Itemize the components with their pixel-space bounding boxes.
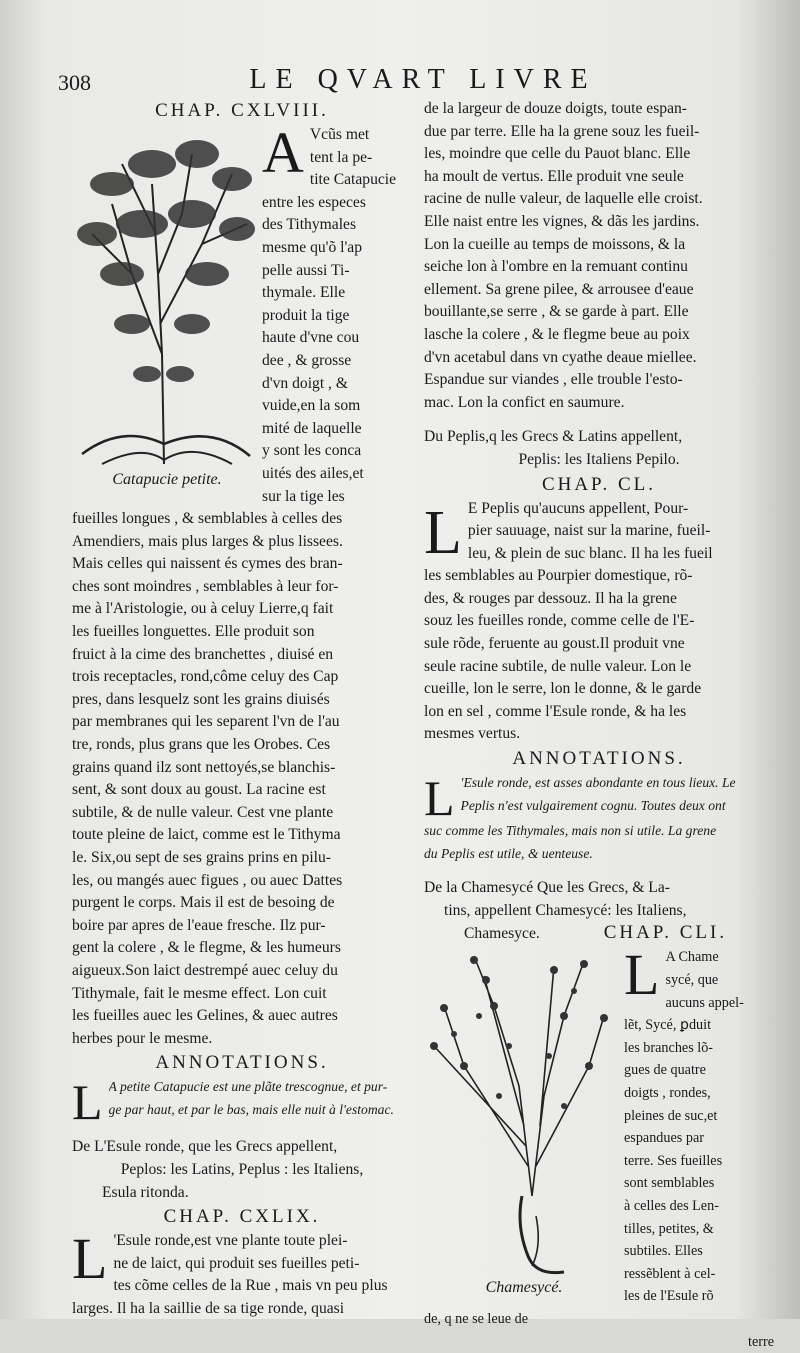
text-line: me à l'Aristologie, ou à celuy Lierre,q fait xyxy=(72,598,412,621)
text-line: pelle aussi Ti- xyxy=(262,260,412,283)
text-line: ha moult de vertus. Elle produit vne seule xyxy=(424,166,774,189)
chapter-149-continued xyxy=(424,98,774,414)
text-line: pleines de suc,et xyxy=(624,1105,774,1128)
text-line: Amendiers, mais plus larges & plus lissees. xyxy=(72,531,412,554)
annotation-148 xyxy=(72,1076,412,1124)
text-line: seiche lon à l'ombre en la remuant continu xyxy=(424,256,774,279)
annotations-heading-1: ANNOTATIONS. xyxy=(72,1050,412,1076)
text-line: haute d'vne cou xyxy=(262,327,412,350)
text-line: mesmes vertus. xyxy=(424,723,774,746)
text-line: ellement. Sa grene pilee, & arrousee d'eaue xyxy=(424,279,774,302)
text-line: les branches lõ- xyxy=(624,1037,774,1060)
text-line: pier sauuage, naist sur la marine, fueil- xyxy=(468,520,774,543)
text-line: trois receptacles, rond,côme celuy des Cap xyxy=(72,666,412,689)
drop-cap: L xyxy=(72,1080,103,1124)
text-line: De L'Esule ronde, que les Grecs appellent, xyxy=(72,1136,412,1159)
text-line: Lon la cueille au temps de moissons, & la xyxy=(424,234,774,257)
text-line: souz les fueilles ronde, comme celle de l'E- xyxy=(424,610,774,633)
chapter-148-body xyxy=(72,508,412,1050)
catapucie-caption: Catapucie petite. xyxy=(72,468,262,492)
text-line: ches sont moindres , semblables à leur for- xyxy=(72,576,412,599)
text-line: Espandue sur viandes , elle trouble l'esto- xyxy=(424,369,774,392)
drop-cap: L xyxy=(424,776,455,820)
section-heading-chamesyce xyxy=(424,877,774,946)
text-line: racine de nulle valeur, de laquelle elle croist. xyxy=(424,188,774,211)
text-line: les de l'Esule rõ xyxy=(624,1285,774,1308)
text-line: tre, ronds, plus grans que les Orobes. Ces xyxy=(72,734,412,757)
text-line: cueille, lon le serre, lon le donne, & le garde xyxy=(424,678,774,701)
section-heading-peplis xyxy=(424,426,774,471)
text-line: d'vn acetabul dans vn cyathe deaue miellee. xyxy=(424,347,774,370)
text-line: leu, & plein de suc blanc. Il ha les fueil xyxy=(468,543,774,566)
chapter-149-title: CHAP. CXLIX. xyxy=(72,1204,412,1230)
text-line: des Tithymales xyxy=(262,214,412,237)
text-line: 'Esule ronde,est vne plante toute plei- xyxy=(113,1230,412,1253)
text-line: les fueilles longuettes. Elle produit son xyxy=(72,621,412,644)
text-line: subtile, & de nulle valeur. Cest vne plante xyxy=(72,802,412,825)
text-line: Esula ritonda. xyxy=(72,1182,412,1205)
catapucie-woodcut xyxy=(72,124,262,496)
catapucie-plant-illustration xyxy=(72,124,256,468)
text-line: pres, dans lesquelz sont les grains diuisés xyxy=(72,689,412,712)
text-line: purgent le corps. Mais il est de besoing de xyxy=(72,892,412,915)
text-line: des, & rouges par dessouz. Il ha la grene xyxy=(424,588,774,611)
text-line: boire par apres de l'eaue fresche. Ilz pur- xyxy=(72,915,412,938)
text-line: à celles des Len- xyxy=(624,1195,774,1218)
chapter-151-title: CHAP. CLI. xyxy=(604,922,727,943)
running-head: LE QVART LIVRE xyxy=(188,64,658,96)
text-line: espandues par xyxy=(624,1127,774,1150)
text-line: Peplis n'est vulgairement cognu. Toutes deux ont xyxy=(461,795,774,818)
text-line: ge par haut, et par le bas, mais elle nuit à l'estomac. xyxy=(109,1099,412,1122)
text-line: terre xyxy=(424,1331,774,1353)
text-line: Vcũs met xyxy=(310,124,412,147)
text-line: Du Peplis,q les Grecs & Latins appellent, xyxy=(424,426,774,449)
text-line: fueilles longues , & semblables à celles des xyxy=(72,508,412,531)
page-header xyxy=(58,64,758,98)
right-column xyxy=(424,98,774,1353)
chapter-148-title: CHAP. CXLVIII. xyxy=(72,98,412,124)
text-line: de, q ne se leue de xyxy=(424,1308,774,1331)
text-line: du Peplis est utile, & uenteuse. xyxy=(424,843,774,866)
drop-cap: L xyxy=(624,950,659,1000)
text-line: ne de laict, qui produit ses fueilles peti- xyxy=(113,1253,412,1276)
text-line: doigts , rondes, xyxy=(624,1082,774,1105)
chapter-149-body xyxy=(72,1230,412,1320)
text-line: bouillante,se serre , & se garde à part. Elle xyxy=(424,301,774,324)
text-line: subtiles. Elles xyxy=(624,1240,774,1263)
text-line: gent la colere , & le flegme, & les humeurs xyxy=(72,937,412,960)
text-line: aucuns appel- xyxy=(665,992,774,1015)
text-line: mité de laquelle xyxy=(262,418,412,441)
text-line: A petite Catapucie est une plãte trescognue, et pur- xyxy=(109,1076,412,1099)
text-line: tent la pe- xyxy=(310,147,412,170)
text-line: herbes pour le mesme. xyxy=(72,1028,412,1051)
text-line: les, moindre que celle du Pauot blanc. Elle xyxy=(424,143,774,166)
text-line: par membranes qui les separent l'vn de l'au xyxy=(72,711,412,734)
text-line: A Chame xyxy=(665,946,774,969)
text-line: les, ou mangés auec figues , ou auec Dattes xyxy=(72,870,412,893)
text-line: thymale. Elle xyxy=(262,282,412,305)
drop-cap: A xyxy=(262,128,304,178)
text-line: Mais celles qui naissent és cymes des bran- xyxy=(72,553,412,576)
text-line: aigueux.Son laict destrempé auec celuy du xyxy=(72,960,412,983)
chapter-150-title: CHAP. CL. xyxy=(424,472,774,498)
text-line: sent, & sont doux au goust. La racine est xyxy=(72,779,412,802)
text-line: toute pleine de laict, comme est le Tithyma xyxy=(72,824,412,847)
chapter-150-body xyxy=(424,498,774,747)
annotation-150 xyxy=(424,772,774,865)
text-line: de la largeur de douze doigts, toute espan- xyxy=(424,98,774,121)
text-line: les semblables au Pourpier domestique, rõ- xyxy=(424,565,774,588)
text-line: Elle naist entre les vignes, & dãs les jardins. xyxy=(424,211,774,234)
chamesyce-caption: Chamesycé. xyxy=(424,1276,624,1300)
drop-cap: L xyxy=(424,502,462,564)
text-line: tins, appellent Chamesycé: les Italiens, xyxy=(424,900,774,923)
text-line: De la Chamesycé Que les Grecs, & La- xyxy=(424,877,774,900)
text-line: larges. Il ha la saillie de sa tige ronde, quasi xyxy=(72,1298,412,1321)
text-line: y sont les conca xyxy=(262,440,412,463)
page-number: 308 xyxy=(58,70,91,96)
text-line: Chamesyce. xyxy=(424,925,540,942)
text-line: le. Six,ou sept de ses grains prins en pilu- xyxy=(72,847,412,870)
text-line: Peplos: les Latins, Peplus : les Italiens, xyxy=(72,1159,412,1182)
text-line: tes cõme celles de la Rue , mais vn peu plus xyxy=(113,1275,412,1298)
text-line: due par terre. Elle ha la grene souz les fueil- xyxy=(424,121,774,144)
chamesyce-woodcut xyxy=(424,946,624,1306)
text-line: 'Esule ronde, est asses abondante en tous lieux. Le xyxy=(461,772,774,795)
text-line: Tithymale, fait le mesme effect. Lon cuit xyxy=(72,983,412,1006)
text-line: entre les especes xyxy=(262,192,412,215)
text-line: sule rõde, feruente au goust.Il produit vne xyxy=(424,633,774,656)
text-line: d'vn doigt , & xyxy=(262,373,412,396)
text-line: ressẽblent à cel- xyxy=(624,1263,774,1286)
text-line: lẽt, Sycé, ꝑduit xyxy=(624,1014,774,1037)
text-line: suc comme les Tithymales, mais non si utile. La grene xyxy=(424,820,774,843)
text-line: sur la tige les xyxy=(262,486,412,509)
chamesyce-plant-illustration xyxy=(424,946,614,1276)
text-line: mac. Lon la confict en saumure. xyxy=(424,392,774,415)
text-line: tilles, petites, & xyxy=(624,1218,774,1241)
text-line: gues de quatre xyxy=(624,1059,774,1082)
text-line: grains quand ilz sont nettoyés,se blanchis- xyxy=(72,757,412,780)
text-line: dee , & grosse xyxy=(262,350,412,373)
left-column xyxy=(72,98,412,1321)
section-heading-esule xyxy=(72,1136,412,1204)
text-line: produit la tige xyxy=(262,305,412,328)
text-line: lasche la colere , & le flegme beue au poix xyxy=(424,324,774,347)
text-line: fruict à la cime des branchettes , diuisé en xyxy=(72,644,412,667)
text-line: tite Catapucie xyxy=(310,169,412,192)
text-line: lon en sel , comme l'Esule ronde, & ha les xyxy=(424,701,774,724)
annotations-heading-2: ANNOTATIONS. xyxy=(424,746,774,772)
text-line: seule racine subtile, de nulle valeur. Lon le xyxy=(424,656,774,679)
text-line: sycé, que xyxy=(665,969,774,992)
text-line: vuide,en la som xyxy=(262,395,412,418)
text-line: les fueilles auec les Gelines, & auec autres xyxy=(72,1005,412,1028)
text-line: Peplis: les Italiens Pepilo. xyxy=(424,449,774,472)
drop-cap: L xyxy=(72,1234,107,1284)
text-line: sont semblables xyxy=(624,1172,774,1195)
text-line: terre. Ses fueilles xyxy=(624,1150,774,1173)
text-line: E Peplis qu'aucuns appellent, Pour- xyxy=(468,498,774,521)
text-line: uités des ailes,et xyxy=(262,463,412,486)
text-line: mesme qu'õ l'ap xyxy=(262,237,412,260)
